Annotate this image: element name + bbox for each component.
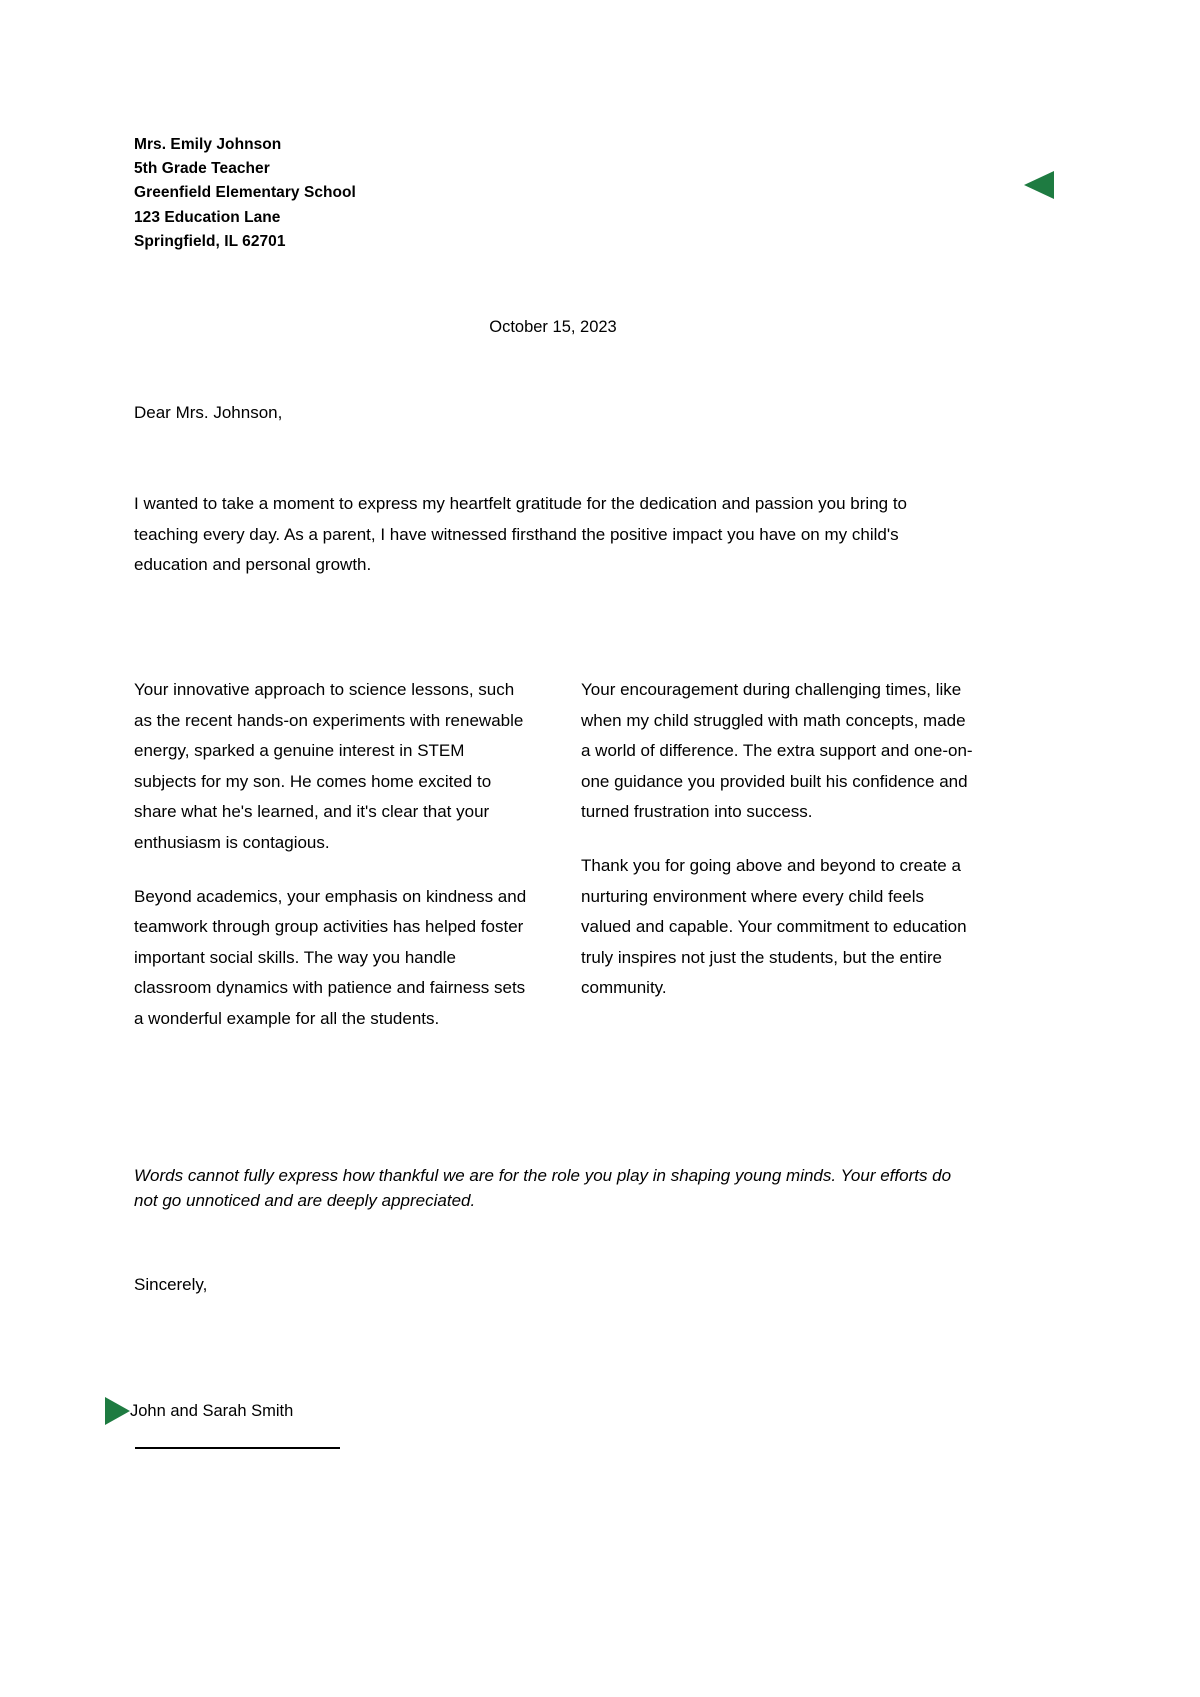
- signature-block: [105, 1396, 525, 1426]
- right-column: [581, 675, 974, 1004]
- signature-row: [105, 1396, 525, 1426]
- letterhead-line-school: Greenfield Elementary School: [134, 184, 356, 202]
- letterhead-line-name: Mrs. Emily Johnson: [134, 136, 282, 153]
- left-column: [134, 675, 527, 1035]
- two-column-body: [134, 675, 974, 1035]
- right-column-paragraph: Your encouragement during challenging times, like when my child struggled with math concepts, made a world of difference. The extra support and one-on-one guidance you provided built his confidence and turned frustration into success.: [581, 680, 973, 822]
- intro-paragraph: I wanted to take a moment to express my heartfelt gratitude for the dedication and passion you bring to teaching every day. As a parent, I have witnessed firsthand the positive impact you have on my child's education and personal growth.: [134, 494, 908, 575]
- right-column-paragraph: Thank you for going above and beyond to create a nurturing environment where every child feels valued and capable. Your commitment to education truly inspires not just the students, but the entire community.: [581, 855, 967, 998]
- letterhead-line-street: 123 Education Lane: [134, 208, 281, 226]
- letterhead-block: [134, 133, 734, 254]
- salutation: Dear Mrs. Johnson,: [134, 403, 283, 422]
- left-column-paragraph: Beyond academics, your emphasis on kindness and teamwork through group activities has helped foster important social skills. The way you handle classroom dynamics with patience and fairness sets a wonderful example for all the students.: [134, 886, 527, 1028]
- triangle-left-icon: [1024, 171, 1054, 199]
- date-row: [134, 315, 972, 339]
- letterhead-line-title: 5th Grade Teacher: [134, 160, 270, 178]
- letter-date: October 15, 2023: [489, 318, 617, 336]
- signoff: Sincerely,: [134, 1275, 208, 1294]
- left-column-paragraph: Your innovative approach to science lessons, such as the recent hands-on experiments with renewable energy, sparked a genuine interest in STEM subjects for my son. He comes home excited to share what he's learned, and it's clear that your enthusiasm is contagious.: [134, 680, 524, 852]
- closing-statement: Words cannot fully express how thankful we are for the role you play in shaping young minds. Your efforts do not go unnoticed and are deeply appreciated.: [134, 1166, 952, 1210]
- signature-name: John and Sarah Smith: [130, 1402, 294, 1420]
- letterhead-line-city: Springfield, IL 62701: [134, 232, 286, 250]
- signature-rule: [135, 1447, 340, 1449]
- triangle-right-icon: [105, 1397, 130, 1425]
